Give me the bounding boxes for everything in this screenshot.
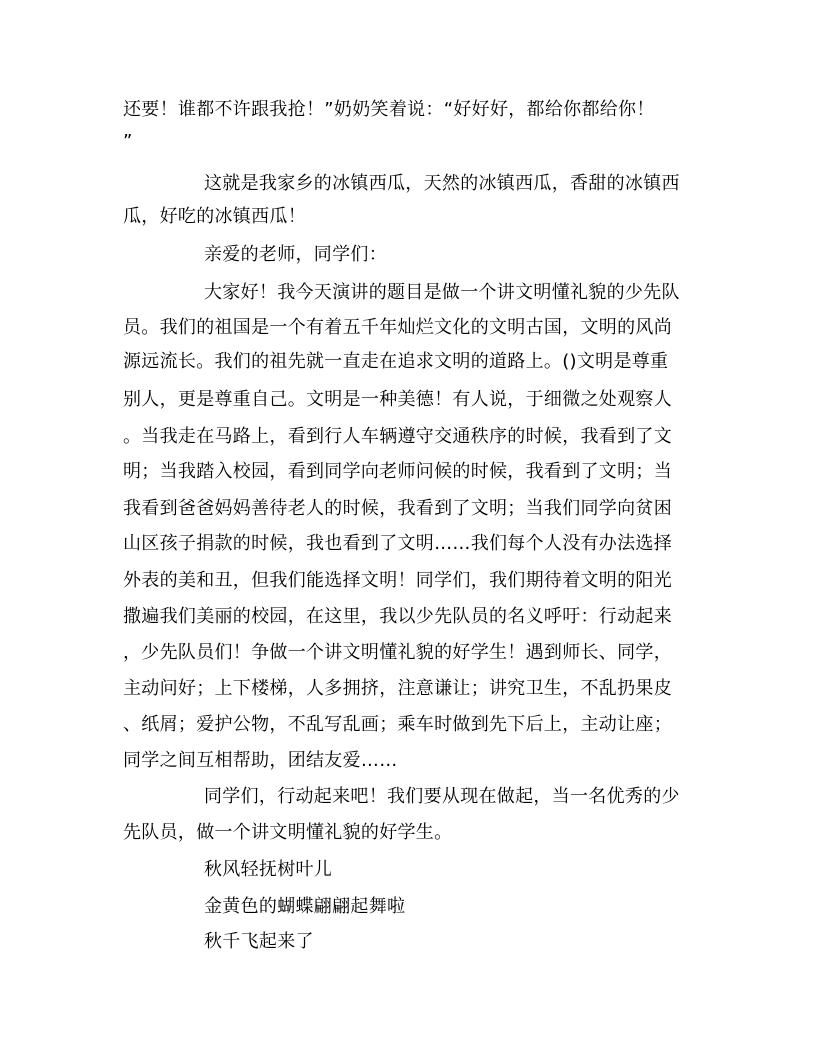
text-line: 。当我走在马路上，看到行人车辆遵守交通秩序的时候，我看到了文 bbox=[123, 426, 672, 447]
text-line: 别人，更是尊重自己。文明是一种美德！有人说，于细微之处观察人 bbox=[123, 389, 672, 410]
text-line: ，少先队员们！争做一个讲文明懂礼貌的好学生！遇到师长、同学， bbox=[123, 642, 672, 663]
text-line: 亲爱的老师，同学们： bbox=[204, 244, 387, 265]
text-line: 金黄色的蝴蝶翩翩起舞啦 bbox=[204, 896, 406, 917]
text-line: 这就是我家乡的冰镇西瓜，天然的冰镇西瓜，香甜的冰镇西 bbox=[204, 173, 680, 194]
text-line: 秋风轻抚树叶儿 bbox=[204, 859, 333, 880]
text-line: 同学们，行动起来吧！我们要从现在做起，当一名优秀的少 bbox=[204, 786, 680, 807]
text-line: 撒遍我们美丽的校园，在这里，我以少先队员的名义呼吁：行动起来 bbox=[123, 606, 672, 627]
text-line: 同学之间互相帮助，团结友爱…… bbox=[123, 750, 398, 771]
text-line: 源远流长。我们的祖先就一直走在追求文明的道路上。()文明是尊重 bbox=[123, 351, 669, 372]
text-line: 大家好！我今天演讲的题目是做一个讲文明懂礼貌的少先队 bbox=[204, 282, 680, 303]
text-line: 员。我们的祖国是一个有着五千年灿烂文化的文明古国，文明的风尚 bbox=[123, 317, 672, 338]
text-line: ” bbox=[123, 131, 133, 152]
text-line: 明；当我踏入校园，看到同学向老师问候的时候，我看到了文明；当 bbox=[123, 461, 672, 482]
text-line: 瓜，好吃的冰镇西瓜！ bbox=[123, 206, 306, 227]
text-line: 还要！谁都不许跟我抢！”奶奶笑着说：“好好好，都给你都给你！ bbox=[123, 99, 655, 120]
text-line: 我看到爸爸妈妈善待老人的时候，我看到了文明；当我们同学向贫困 bbox=[123, 498, 672, 519]
text-line: 、纸屑；爱护公物，不乱写乱画；乘车时做到先下后上，主动让座； bbox=[123, 714, 672, 735]
text-line: 外表的美和丑，但我们能选择文明！同学们，我们期待着文明的阳光 bbox=[123, 570, 672, 591]
text-line: 秋千飞起来了 bbox=[204, 931, 314, 952]
text-line: 先队员，做一个讲文明懂礼貌的好学生。 bbox=[123, 822, 453, 843]
text-line: 主动问好；上下楼梯，人多拥挤，注意谦让；讲究卫生，不乱扔果皮 bbox=[123, 678, 672, 699]
text-line: 山区孩子捐款的时候，我也看到了文明……我们每个人没有办法选择 bbox=[123, 533, 672, 554]
